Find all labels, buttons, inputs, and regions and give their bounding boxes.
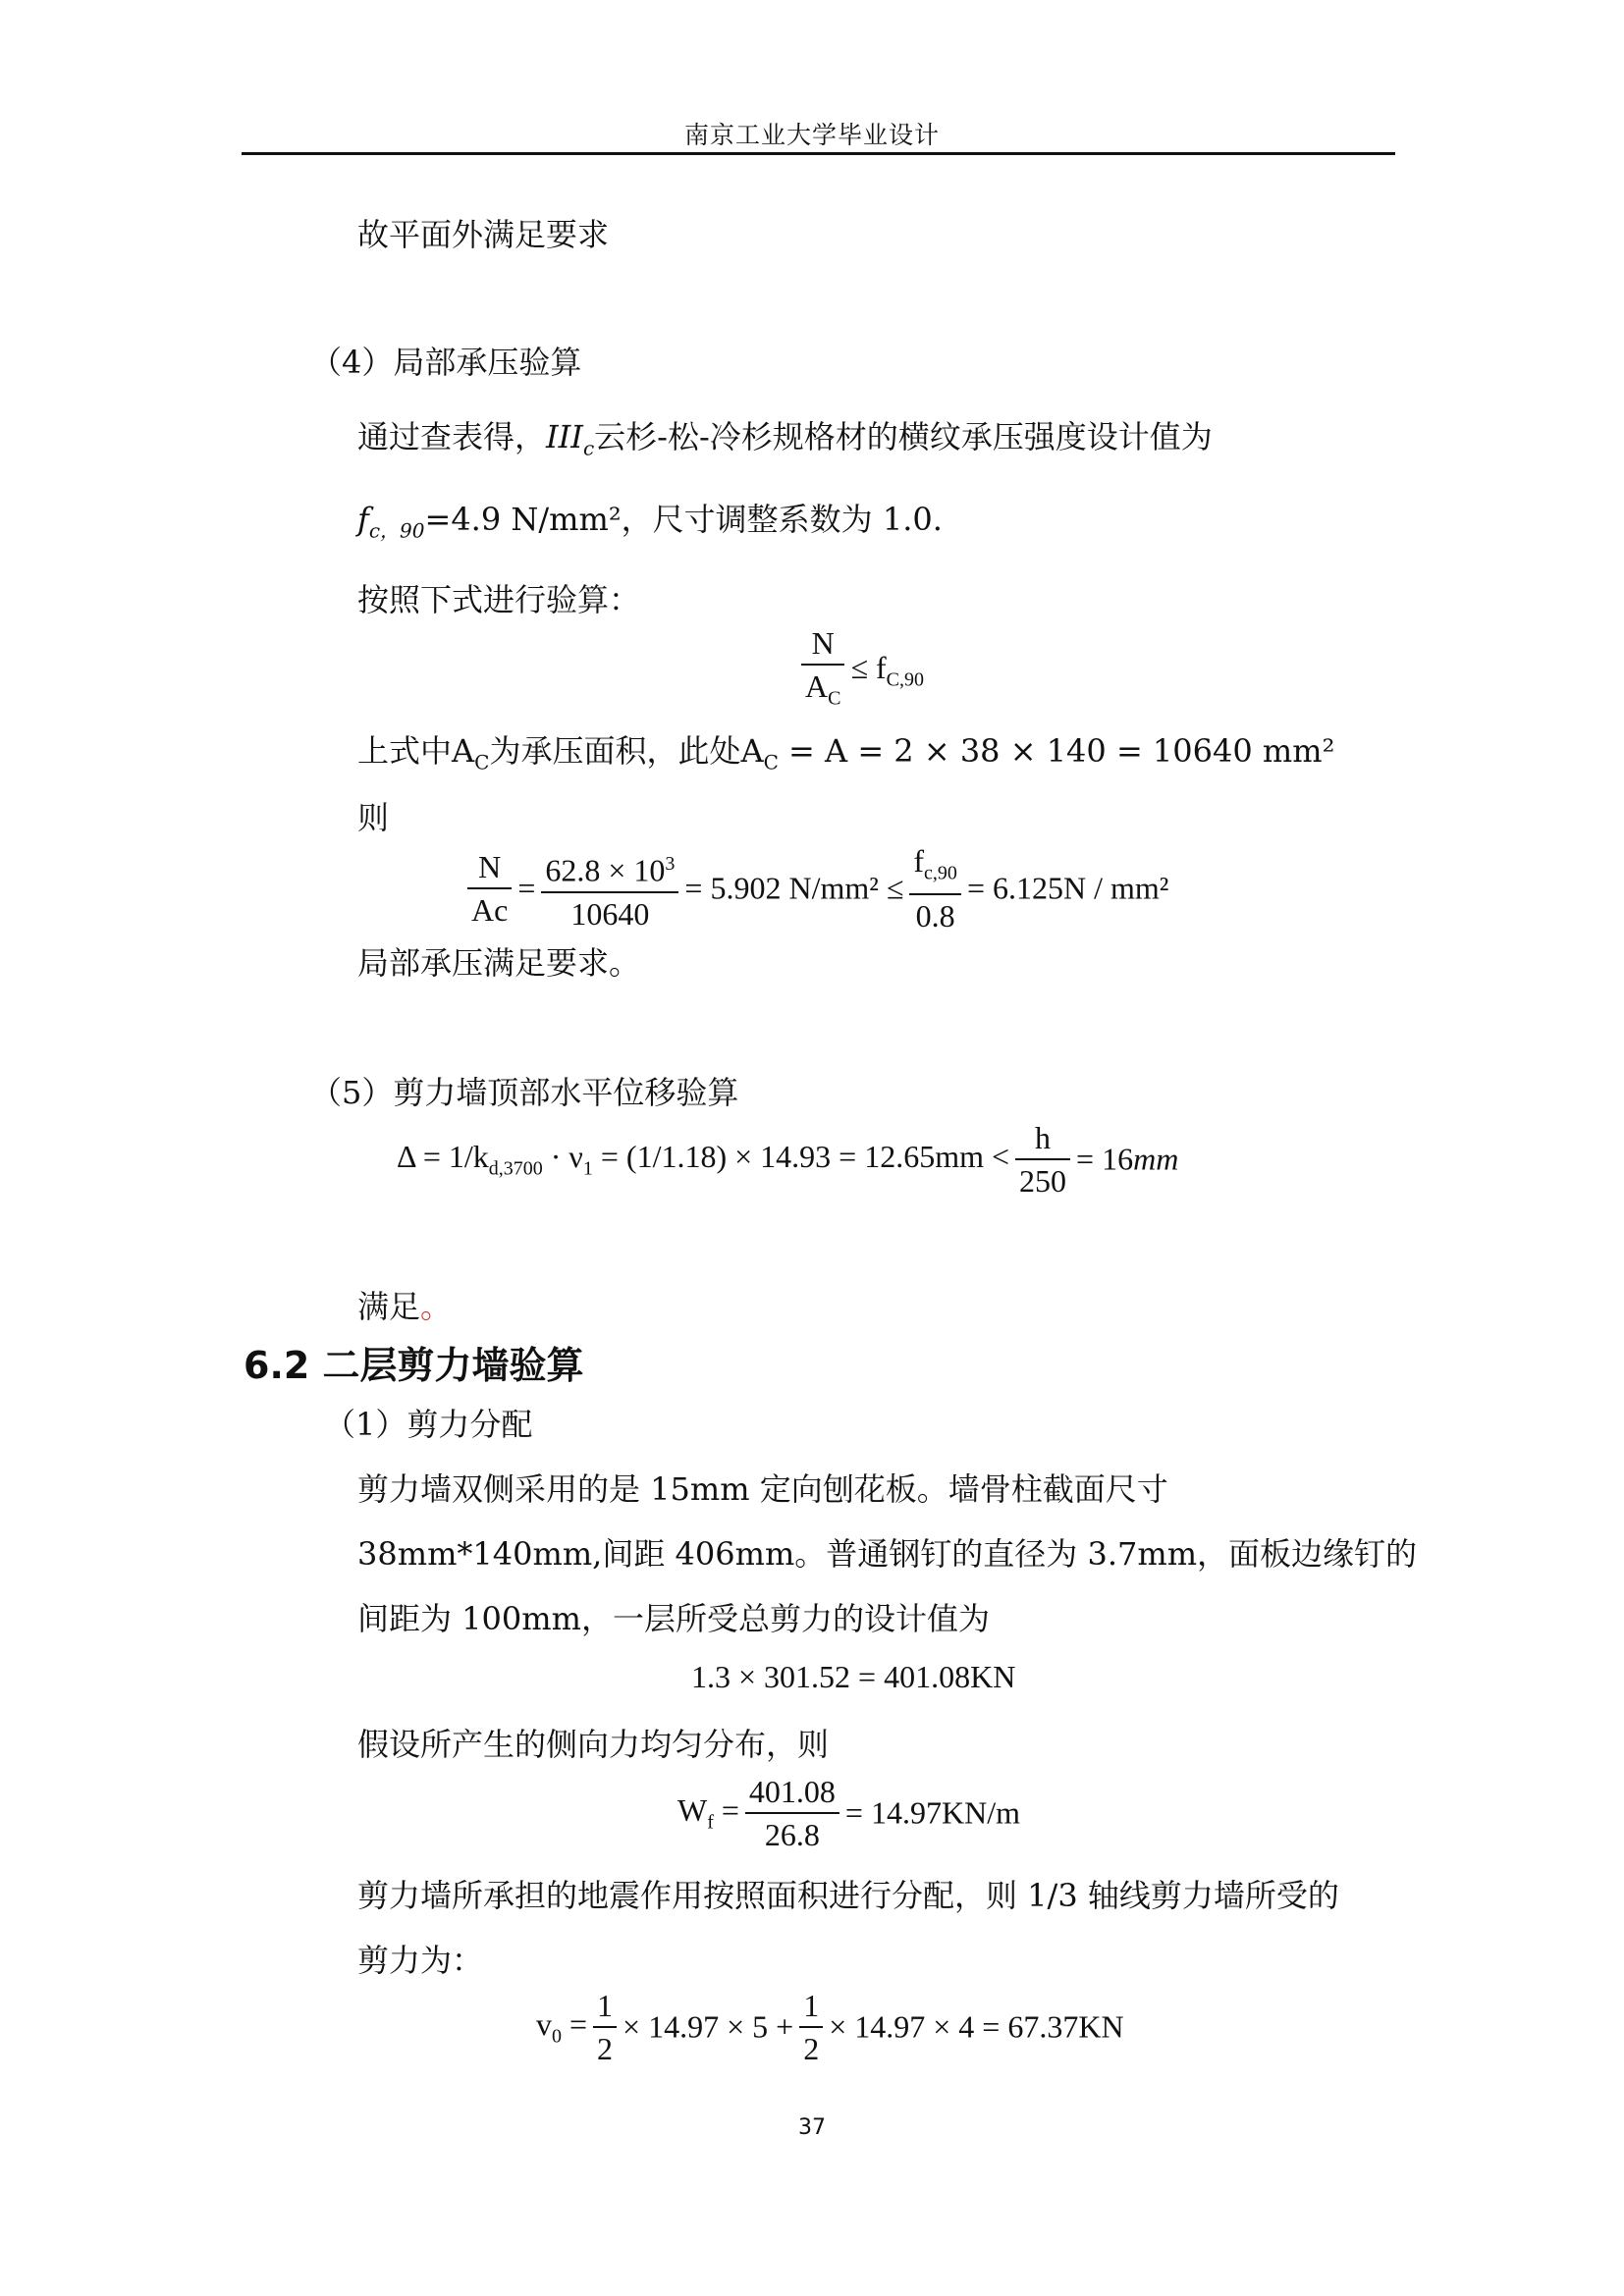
denominator: 26.8 bbox=[764, 1817, 820, 1852]
numerator: $62.8 \times 10^3$ bbox=[541, 845, 678, 893]
section-heading: 6.2 二层剪力墙验算 bbox=[244, 1344, 584, 1387]
equals: = bbox=[517, 870, 536, 906]
subsection-heading: （1）剪力分配 bbox=[324, 1406, 533, 1443]
page-header: 南京工业大学毕业设计 bbox=[683, 121, 940, 149]
equation-3 bbox=[397, 1119, 1178, 1200]
expression: = 5.902 N/mm² ≤ bbox=[684, 870, 904, 906]
text-line bbox=[357, 495, 943, 543]
paragraph-line: 剪力墙所承担的地震作用按照面积进行分配，则 1/3 轴线剪力墙所受的 bbox=[357, 1877, 1339, 1914]
equation-2 bbox=[461, 842, 1168, 934]
grade-symbol: III bbox=[546, 418, 583, 455]
equation-1 bbox=[795, 624, 924, 717]
ac-symbol: A bbox=[452, 732, 475, 770]
text-line bbox=[357, 1282, 452, 1327]
text-line bbox=[357, 726, 1334, 774]
text-line: 故平面外满足要求 bbox=[357, 216, 610, 253]
expression: × 14.97 × 5 + bbox=[623, 2008, 794, 2045]
text-line: 按照下式进行验算： bbox=[357, 581, 641, 618]
fc-subscript: c，90 bbox=[368, 518, 425, 543]
paragraph-line: 间距为 100mm，一层所受总剪力的设计值为 bbox=[357, 1600, 990, 1637]
paragraph-line: 剪力为： bbox=[357, 1942, 484, 1979]
text-line: 则 bbox=[357, 799, 390, 836]
equation-5 bbox=[677, 1773, 1020, 1853]
numerator: N bbox=[801, 624, 844, 666]
denominator: 2 bbox=[597, 2031, 614, 2066]
fraction bbox=[541, 845, 678, 933]
denominator: $A_C$ bbox=[805, 668, 841, 710]
text-line: 局部承压满足要求。 bbox=[357, 944, 641, 982]
rhs: = 6.125N / mm² bbox=[966, 870, 1169, 906]
numerator: 401.08 bbox=[745, 1773, 839, 1814]
equation-4: 1.3 × 301.52 = 401.08KN bbox=[691, 1659, 1016, 1694]
denominator: Ac bbox=[471, 892, 509, 929]
text-fragment: 为承压面积，此处 bbox=[489, 732, 741, 770]
text-line bbox=[357, 412, 1213, 459]
ac-subscript: C bbox=[474, 750, 490, 774]
equation-6 bbox=[536, 1987, 1124, 2067]
ac-subscript: C bbox=[763, 750, 779, 774]
fraction bbox=[1015, 1119, 1070, 1200]
text-fragment: = A = 2 × 38 × 140 = 10640 mm² bbox=[778, 732, 1335, 770]
denominator: 10640 bbox=[570, 895, 650, 932]
subsection-heading: （4）局部承压验算 bbox=[310, 344, 582, 381]
text-fragment: 通过查表得， bbox=[357, 418, 547, 455]
text-fragment: 。 bbox=[420, 1288, 453, 1325]
rhs: = 16mm bbox=[1076, 1141, 1179, 1177]
paragraph-line: 38mm*140mm,间距 406mm。普通钢钉的直径为 3.7mm，面板边缘钉的 bbox=[357, 1535, 1418, 1573]
text-fragment: =4.9 N/mm²，尺寸调整系数为 1.0. bbox=[424, 501, 943, 538]
fraction bbox=[801, 624, 844, 717]
numerator: 1 bbox=[799, 1987, 823, 2028]
paragraph-line: 剪力墙双侧采用的是 15mm 定向刨花板。墙骨柱截面尺寸 bbox=[357, 1470, 1168, 1508]
lhs: $\Delta = 1/k_{d,3700} \cdot \nu_1 = (1/1.18) \times 14.93 = 12.65mm$ < bbox=[397, 1138, 1010, 1180]
expression: × 14.97 × 4 = 67.37KN bbox=[829, 2008, 1124, 2045]
fraction bbox=[799, 1987, 823, 2067]
numerator: $f_{c,90}$ bbox=[909, 842, 961, 895]
text-fragment: 满足 bbox=[357, 1288, 421, 1325]
fc-symbol: f bbox=[357, 501, 369, 538]
text-fragment: 云杉-松-冷杉规格材的横纹承压强度设计值为 bbox=[594, 418, 1213, 455]
fraction bbox=[593, 1987, 617, 2067]
denominator: 2 bbox=[803, 2031, 820, 2066]
numerator: 1 bbox=[593, 1987, 617, 2028]
denominator: 0.8 bbox=[915, 898, 955, 934]
denominator: 250 bbox=[1019, 1163, 1067, 1199]
numerator: N bbox=[467, 848, 512, 889]
numerator: h bbox=[1015, 1119, 1070, 1160]
text-fragment: 上式中 bbox=[357, 732, 453, 770]
page-number: 37 bbox=[798, 2115, 826, 2140]
lhs: $W_f$ = bbox=[677, 1791, 739, 1834]
grade-subscript: c bbox=[582, 436, 595, 460]
lhs: $v_0$ = bbox=[536, 2005, 588, 2048]
rhs: = 14.97KN/m bbox=[844, 1794, 1020, 1831]
fraction bbox=[467, 848, 512, 929]
paragraph-line: 假设所产生的侧向力均匀分布，则 bbox=[357, 1726, 830, 1763]
subsection-heading: （5）剪力墙顶部水平位移验算 bbox=[310, 1074, 739, 1111]
fraction bbox=[909, 842, 961, 934]
ac-symbol: A bbox=[740, 732, 764, 770]
header-rule bbox=[242, 152, 1395, 155]
fraction bbox=[745, 1773, 839, 1853]
rhs: ≤ $f_{C,90}$ bbox=[850, 650, 925, 691]
